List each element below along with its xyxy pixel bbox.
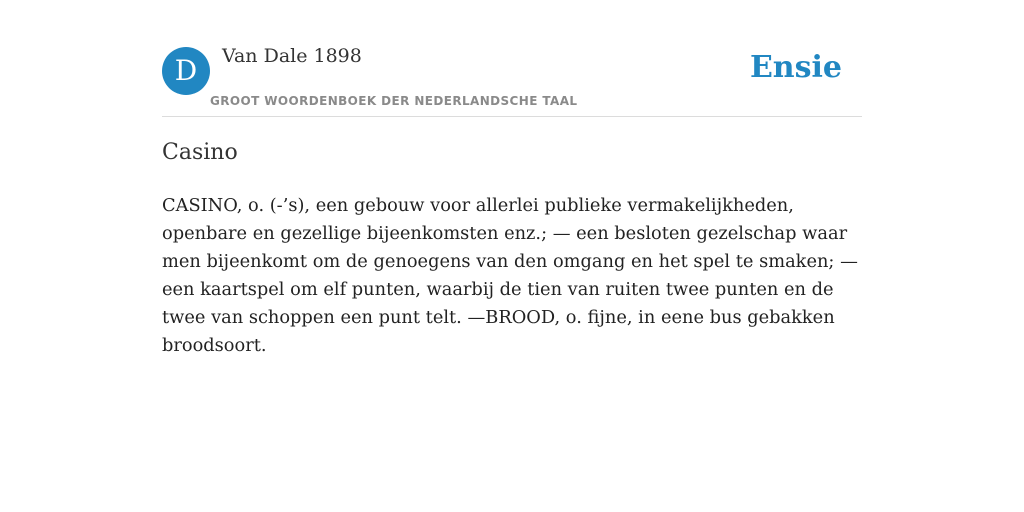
dictionary-title[interactable]: Van Dale 1898 — [222, 45, 362, 67]
entry-headword: Casino — [162, 140, 238, 165]
dictionary-logo-icon: D — [162, 47, 210, 95]
entry-definition: CASINO, o. (-’s), een gebouw voor allerlei publieke vermakelijkheden, openbare en gezellige bijeenkomsten enz.; — een besloten gezelschap waar men bijeenkomt om de genoegens van den omgang en het spel te smaken; — een kaartspel om elf punten, waarbij de tien van ruiten twee punten en de twee van schoppen een punt telt. —BROOD, o. fijne, in eene bus gebakken broodsoort. — [162, 195, 858, 356]
dictionary-header — [162, 40, 862, 117]
brand-logo[interactable]: Ensie — [749, 50, 842, 85]
dictionary-subtitle: GROOT WOORDENBOEK DER NEDERLANDSCHE TAAL — [210, 94, 578, 108]
